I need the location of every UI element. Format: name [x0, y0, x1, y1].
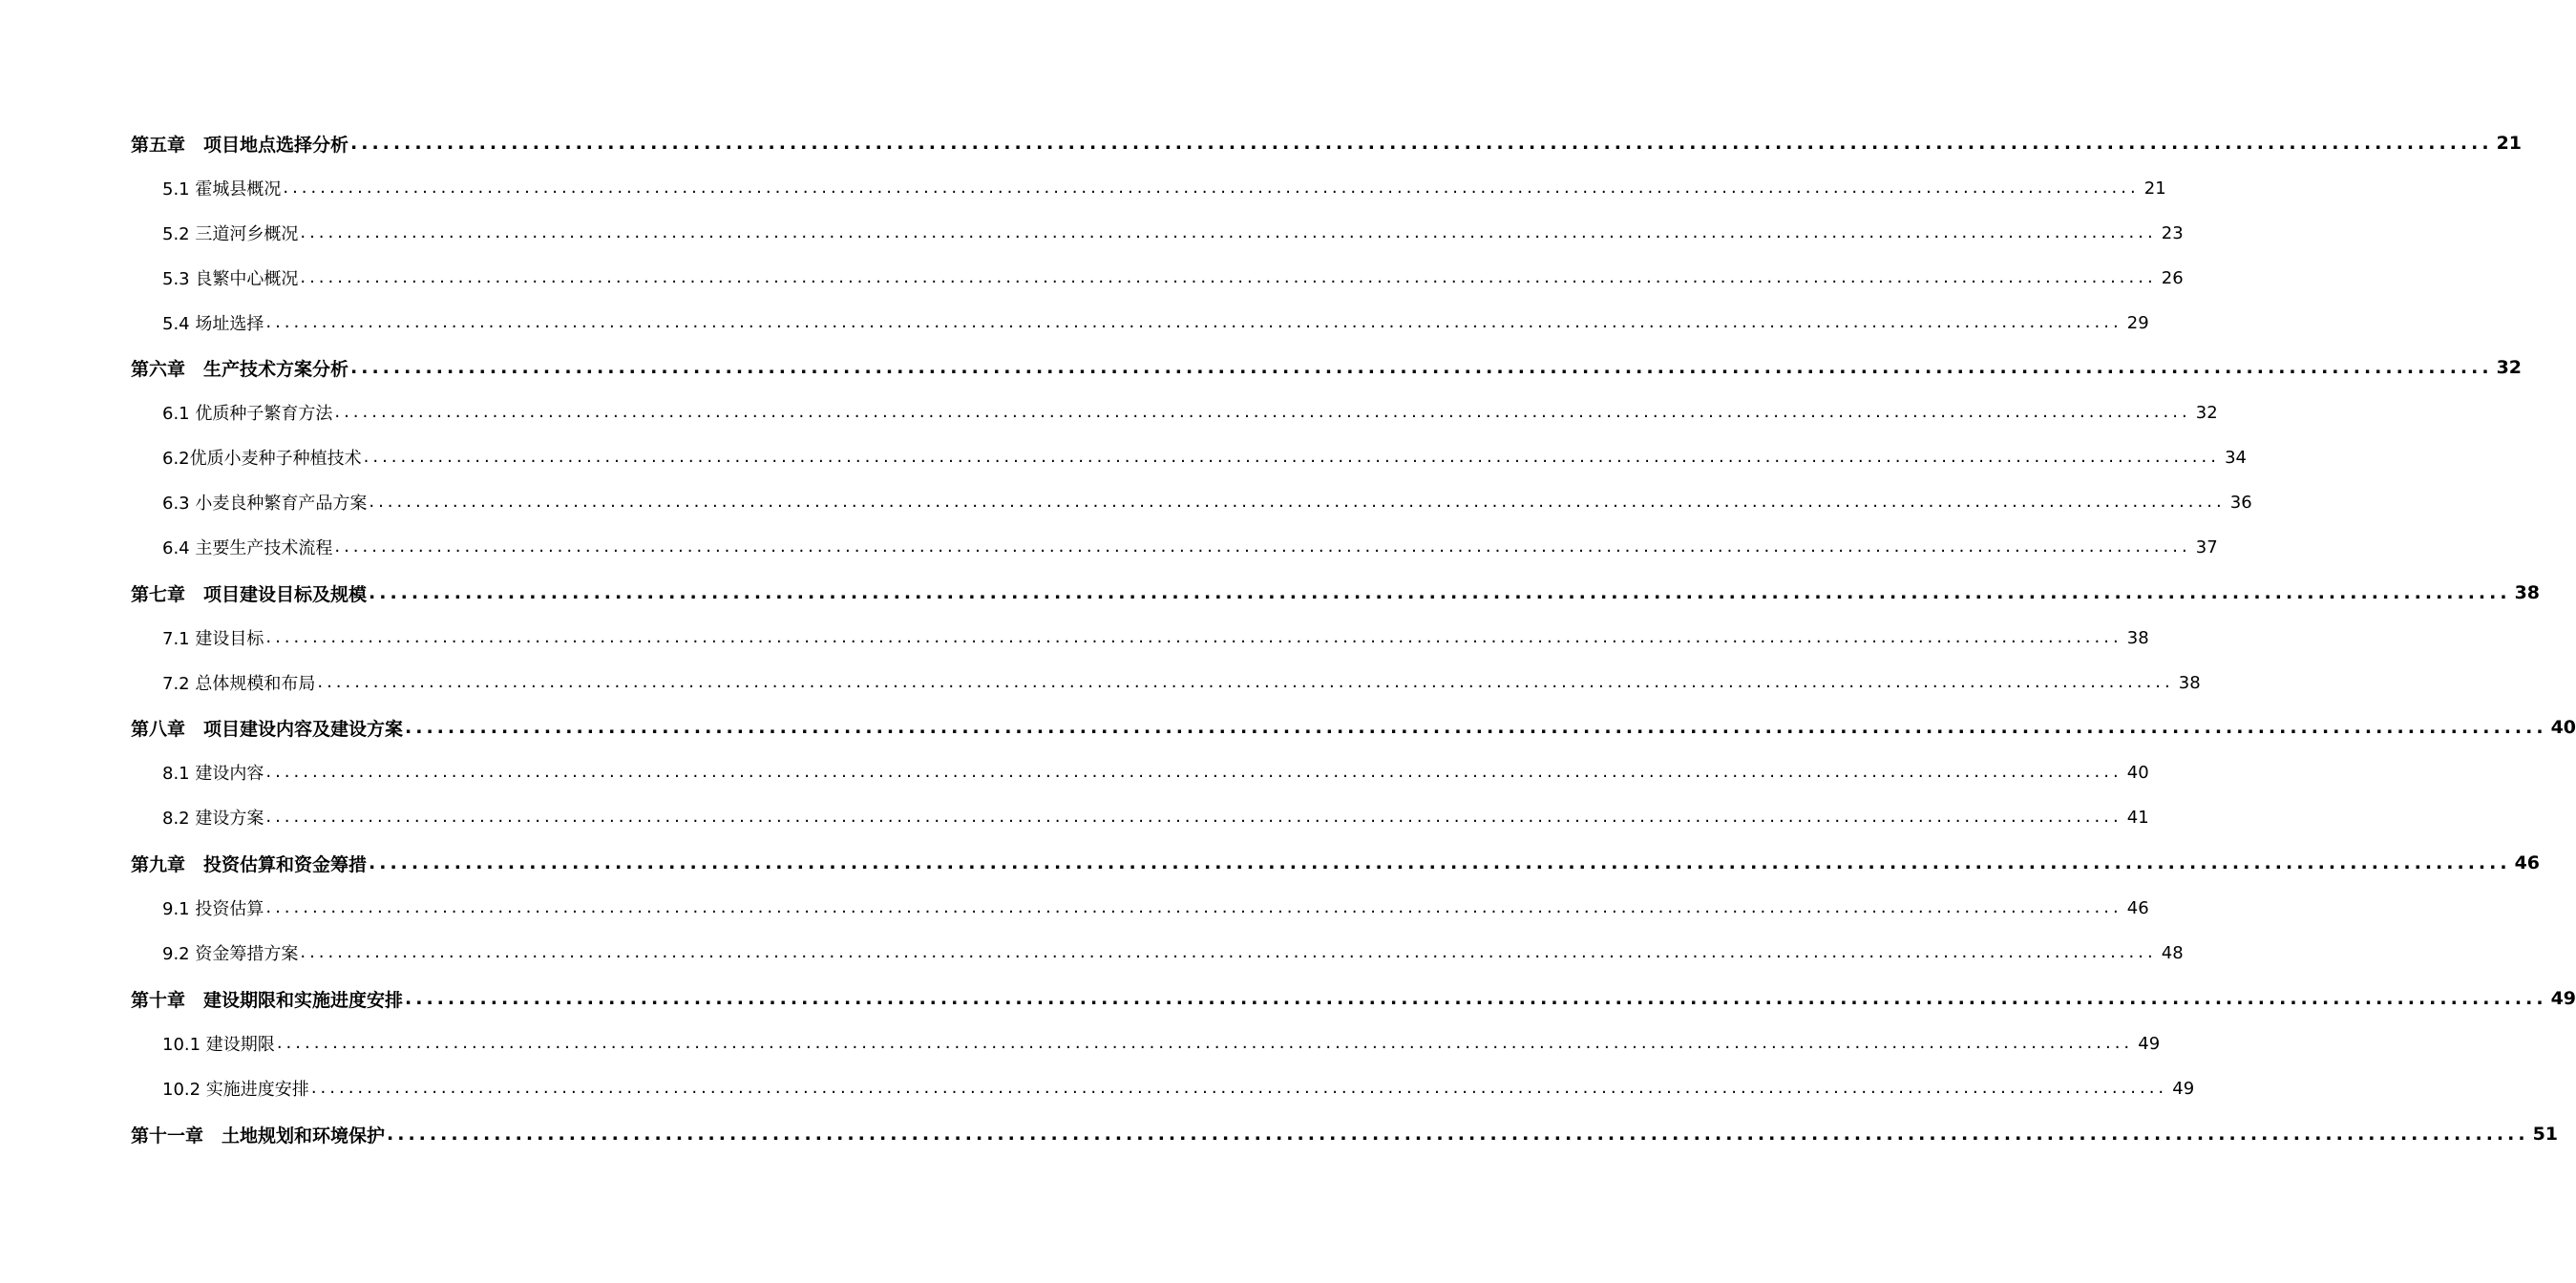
toc-entry-section[interactable] [0, 173, 2166, 203]
toc-entry-page-number: 46 [2126, 897, 2149, 918]
toc-entry-chapter[interactable] [0, 128, 2523, 158]
toc-entry-title: 9.1 投资估算 [162, 899, 264, 919]
toc-entry-section[interactable] [0, 937, 2184, 968]
toc-dot-leader: ........................................................................................................................................................................................................ [387, 1124, 2529, 1145]
toc-entry-section[interactable] [0, 487, 2252, 517]
toc-dot-leader: ........................................................................................................................................................................................................ [265, 807, 2122, 827]
toc-entry-section[interactable] [0, 757, 2149, 788]
toc-entry-page-number: 29 [2126, 312, 2149, 333]
toc-dot-leader: ........................................................................................................................................................................................................ [265, 312, 2122, 332]
toc-entry-page-number: 38 [2178, 672, 2201, 693]
toc-dot-leader: ........................................................................................................................................................................................................ [369, 582, 2511, 603]
toc-entry-title: 6.2优质小麦种子种植技术 [162, 449, 362, 469]
toc-entry-page-number: 49 [2138, 1033, 2161, 1054]
toc-entry-title: 第十一章 土地规划和环境保护 [131, 1125, 386, 1146]
toc-entry-section[interactable] [0, 218, 2184, 248]
toc-entry-title: 5.1 霍城县概况 [162, 179, 282, 200]
toc-dot-leader: ........................................................................................................................................................................................................ [265, 627, 2122, 647]
toc-entry-page-number: 40 [2126, 762, 2149, 783]
toc-entry-page-number: 34 [2225, 447, 2247, 468]
toc-entry-section[interactable] [0, 802, 2149, 832]
toc-entry-page-number: 32 [2195, 402, 2218, 423]
toc-entry-page-number: 41 [2126, 807, 2149, 828]
toc-entry-title: 10.2 实施进度安排 [162, 1080, 309, 1100]
toc-dot-leader: ........................................................................................................................................................................................................ [300, 267, 2157, 287]
toc-entry-title: 7.1 建设目标 [162, 629, 264, 649]
toc-entry-chapter[interactable] [0, 712, 2576, 743]
toc-entry-chapter[interactable] [0, 848, 2541, 878]
toc-dot-leader: ........................................................................................................................................................................................................ [363, 447, 2220, 467]
toc-entry-title: 5.2 三道河乡概况 [162, 224, 299, 244]
toc-entry-title: 9.2 资金筹措方案 [162, 944, 299, 964]
toc-entry-page-number: 26 [2161, 267, 2184, 288]
toc-entry-title: 7.2 总体规模和布局 [162, 674, 316, 694]
toc-dot-leader: ........................................................................................................................................................................................................ [369, 492, 2226, 512]
toc-entry-title: 8.2 建设方案 [162, 809, 264, 829]
toc-dot-leader: ........................................................................................................................................................................................................ [334, 536, 2191, 557]
toc-entry-chapter[interactable] [0, 1119, 2559, 1149]
toc-dot-leader: ........................................................................................................................................................................................................ [283, 178, 2140, 198]
toc-dot-leader: ........................................................................................................................................................................................................ [350, 133, 2493, 154]
toc-dot-leader: ........................................................................................................................................................................................................ [300, 222, 2157, 242]
toc-entry-title: 10.1 建设期限 [162, 1035, 275, 1055]
toc-dot-leader: ........................................................................................................................................................................................................ [405, 988, 2547, 1009]
toc-entry-page-number: 36 [2229, 492, 2252, 513]
toc-entry-page-number: 21 [2496, 133, 2523, 154]
toc-entry-page-number: 23 [2161, 222, 2184, 243]
toc-entry-page-number: 49 [2550, 988, 2576, 1009]
toc-entry-title: 6.4 主要生产技术流程 [162, 538, 333, 558]
toc-dot-leader: ........................................................................................................................................................................................................ [265, 762, 2122, 782]
toc-entry-section[interactable] [0, 622, 2149, 653]
toc-dot-leader: ........................................................................................................................................................................................................ [350, 357, 2493, 378]
toc-dot-leader: ........................................................................................................................................................................................................ [310, 1078, 2168, 1098]
toc-entry-section[interactable] [0, 532, 2218, 562]
toc-dot-leader: ........................................................................................................................................................................................................ [300, 942, 2157, 962]
toc-entry-page-number: 49 [2172, 1078, 2195, 1099]
toc-dot-leader: ........................................................................................................................................................................................................ [317, 672, 2174, 692]
toc-entry-chapter[interactable] [0, 983, 2576, 1014]
toc-entry-title: 第六章 生产技术方案分析 [131, 358, 349, 380]
toc-entry-page-number: 38 [2126, 627, 2149, 648]
toc-entry-page-number: 21 [2143, 178, 2166, 199]
toc-entry-page-number: 51 [2532, 1124, 2559, 1145]
toc-entry-title: 5.3 良繁中心概况 [162, 269, 299, 289]
toc-entry-page-number: 37 [2195, 536, 2218, 557]
toc-dot-leader: ........................................................................................................................................................................................................ [276, 1033, 2134, 1053]
toc-entry-section[interactable] [0, 397, 2218, 428]
toc-entry-section[interactable] [0, 893, 2149, 923]
toc-entry-title: 第五章 项目地点选择分析 [131, 134, 349, 156]
toc-entry-page-number: 32 [2496, 357, 2523, 378]
toc-dot-leader: ........................................................................................................................................................................................................ [405, 717, 2547, 738]
toc-entry-title: 5.4 场址选择 [162, 314, 264, 334]
toc-entry-title: 第十章 建设期限和实施进度安排 [131, 989, 404, 1011]
toc-entry-title: 第七章 项目建设目标及规模 [131, 583, 368, 605]
toc-entry-section[interactable] [0, 667, 2201, 698]
toc-entry-title: 8.1 建设内容 [162, 764, 264, 784]
toc-entry-section[interactable] [0, 442, 2247, 473]
toc-entry-page-number: 38 [2514, 582, 2541, 603]
toc-entry-title: 第八章 项目建设内容及建设方案 [131, 718, 404, 740]
toc-entry-page-number: 48 [2161, 942, 2184, 963]
toc-entry-chapter[interactable] [0, 352, 2523, 383]
toc-dot-leader: ........................................................................................................................................................................................................ [265, 897, 2122, 917]
toc-entry-title: 6.3 小麦良种繁育产品方案 [162, 494, 368, 514]
toc-entry-section[interactable] [0, 263, 2184, 293]
toc-entry-page-number: 46 [2514, 852, 2541, 873]
toc-entry-section[interactable] [0, 1028, 2161, 1059]
toc-entry-page-number: 40 [2550, 717, 2576, 738]
toc-entry-chapter[interactable] [0, 578, 2541, 608]
toc-entry-title: 6.1 优质种子繁育方法 [162, 404, 333, 424]
toc-dot-leader: ........................................................................................................................................................................................................ [369, 852, 2511, 873]
toc-dot-leader: ........................................................................................................................................................................................................ [334, 402, 2191, 422]
toc-entry-section[interactable] [0, 1073, 2195, 1104]
toc-entry-section[interactable] [0, 307, 2149, 338]
toc-entry-title: 第九章 投资估算和资金筹措 [131, 853, 368, 875]
